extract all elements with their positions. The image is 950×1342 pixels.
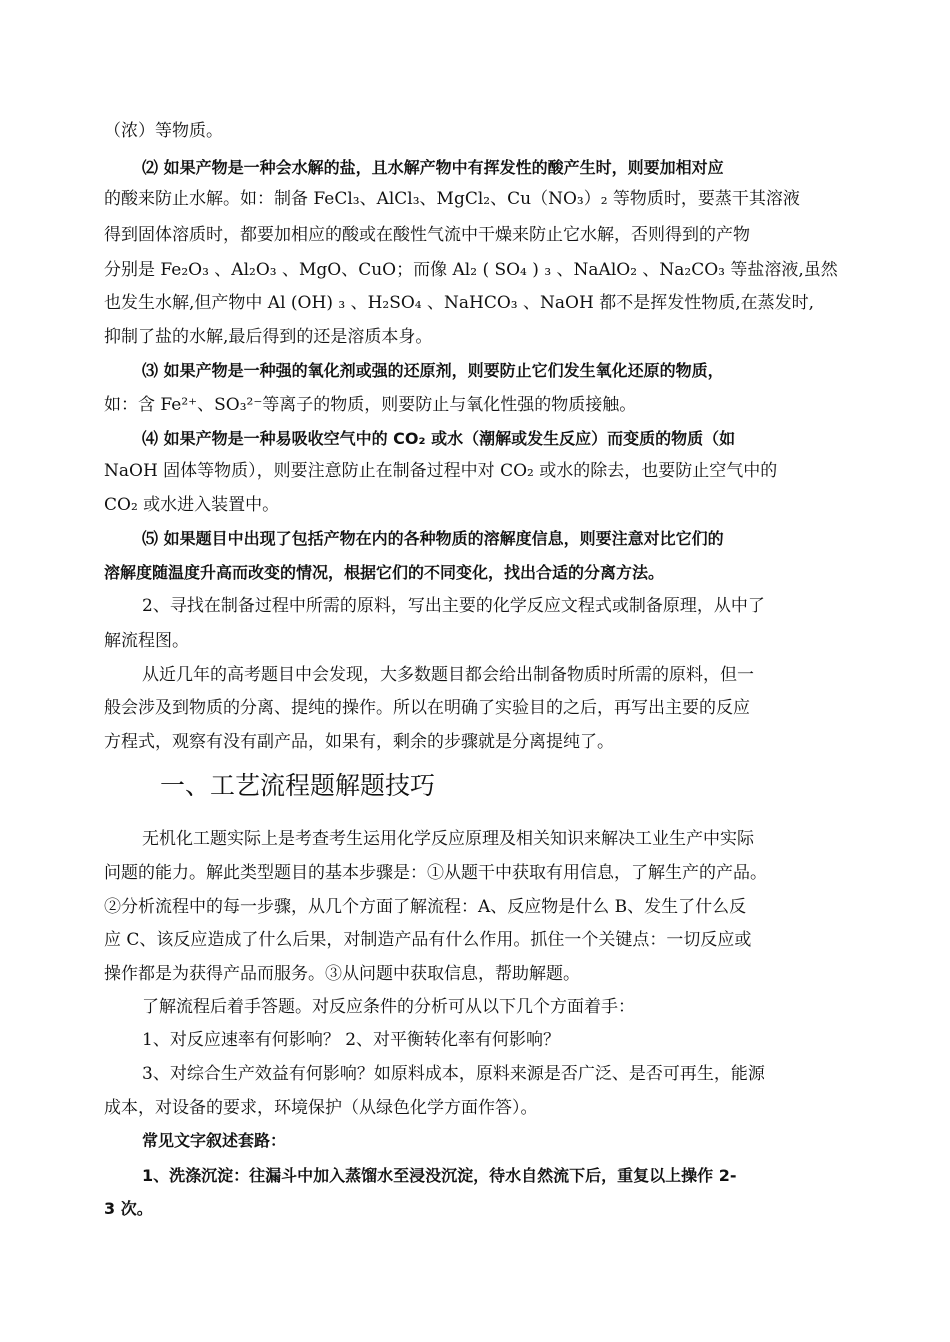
section-heading: 一、工艺流程题解题技巧 [160,771,436,800]
text-line: 方程式，观察有没有副产品，如果有，剩余的步骤就是分离提纯了。 [104,732,614,752]
text-line: 1、对反应速率有何影响？ 2、对平衡转化率有何影响？ [142,1030,561,1050]
text-line: 如：含 Fe²⁺、SO₃²⁻等离子的物质，则要防止与氧化性强的物质接触。 [104,395,637,415]
text-line: 3、对综合生产效益有何影响？如原料成本，原料来源是否广泛、是否可再生，能源 [142,1064,765,1084]
text-line: ②分析流程中的每一步骤，从几个方面了解流程：A、反应物是什么 B、发生了什么反 [104,897,747,917]
text-line: 解流程图。 [104,631,189,651]
text-line: 得到固体溶质时，都要加相应的酸或在酸性气流中干燥来防止它水解，否则得到的产物 [104,225,750,245]
text-line: 成本，对设备的要求，环境保护（从绿色化学方面作答）。 [104,1098,538,1118]
text-line: 应 C、该反应造成了什么后果，对制造产品有什么作用。抓住一个关键点：一切反应或 [104,930,752,950]
text-line-bold: 3 次。 [104,1199,153,1218]
text-line: （浓）等物质。 [104,121,223,141]
text-line: 从近几年的高考题目中会发现，大多数题目都会给出制备物质时所需的原料，但一 [142,665,754,685]
text-line: 2、寻找在制备过程中所需的原料，写出主要的化学反应文程式或制备原理，从中了 [142,596,765,616]
text-line: CO₂ 或水进入装置中。 [104,495,280,515]
text-line: NaOH 固体等物质），则要注意防止在制备过程中对 CO₂ 或水的除去，也要防止空气中的 [104,461,778,481]
text-line: 也发生水解,但产物中 Al (OH) ₃ 、H₂SO₄ 、NaHCO₃ 、NaOH 都不是挥发性物质,在蒸发时, [104,293,814,313]
text-line: 无机化工题实际上是考查考生运用化学反应原理及相关知识来解决工业生产中实际 [142,829,754,849]
text-line: 般会涉及到物质的分离、提纯的操作。所以在明确了实验目的之后，再写出主要的反应 [104,698,750,718]
text-line-bold: 溶解度随温度升高而改变的情况，根据它们的不同变化，找出合适的分离方法。 [104,563,665,582]
text-line-bold: ⑶ 如果产物是一种强的氧化剂或强的还原剂，则要防止它们发生氧化还原的物质， [142,361,724,380]
text-line: 操作都是为获得产品而服务。③从问题中获取信息，帮助解题。 [104,964,580,984]
text-line-bold: ⑷ 如果产物是一种易吸收空气中的 CO₂ 或水（潮解或发生反应）而变质的物质（如 [142,429,736,448]
text-line: 分别是 Fe₂O₃ 、Al₂O₃ 、MgO、CuO；而像 Al₂ ( SO₄ ) ₃ 、NaAlO₂ 、Na₂CO₃ 等盐溶液,虽然 [104,260,838,280]
text-line: 了解流程后着手答题。对反应条件的分析可从以下几个方面着手： [142,997,635,1017]
text-line-bold: ⑸ 如果题目中出现了包括产物在内的各种物质的溶解度信息，则要注意对比它们的 [142,529,724,548]
text-line: 问题的能力。解此类型题目的基本步骤是：①从题干中获取有用信息，了解生产的产品。 [104,863,767,883]
text-line: 的酸来防止水解。如：制备 FeCl₃、AlCl₃、MgCl₂、Cu（NO₃）₂ 等物质时，要蒸干其溶液 [104,189,800,209]
text-line-bold: 常见文字叙述套路： [142,1131,287,1150]
text-line-bold: ⑵ 如果产物是一种会水解的盐，且水解产物中有挥发性的酸产生时，则要加相对应 [142,158,724,177]
text-line-bold: 1、洗涤沉淀：往漏斗中加入蒸馏水至浸没沉淀，待水自然流下后，重复以上操作 2- [142,1166,737,1185]
text-line: 抑制了盐的水解,最后得到的还是溶质本身。 [104,327,433,347]
